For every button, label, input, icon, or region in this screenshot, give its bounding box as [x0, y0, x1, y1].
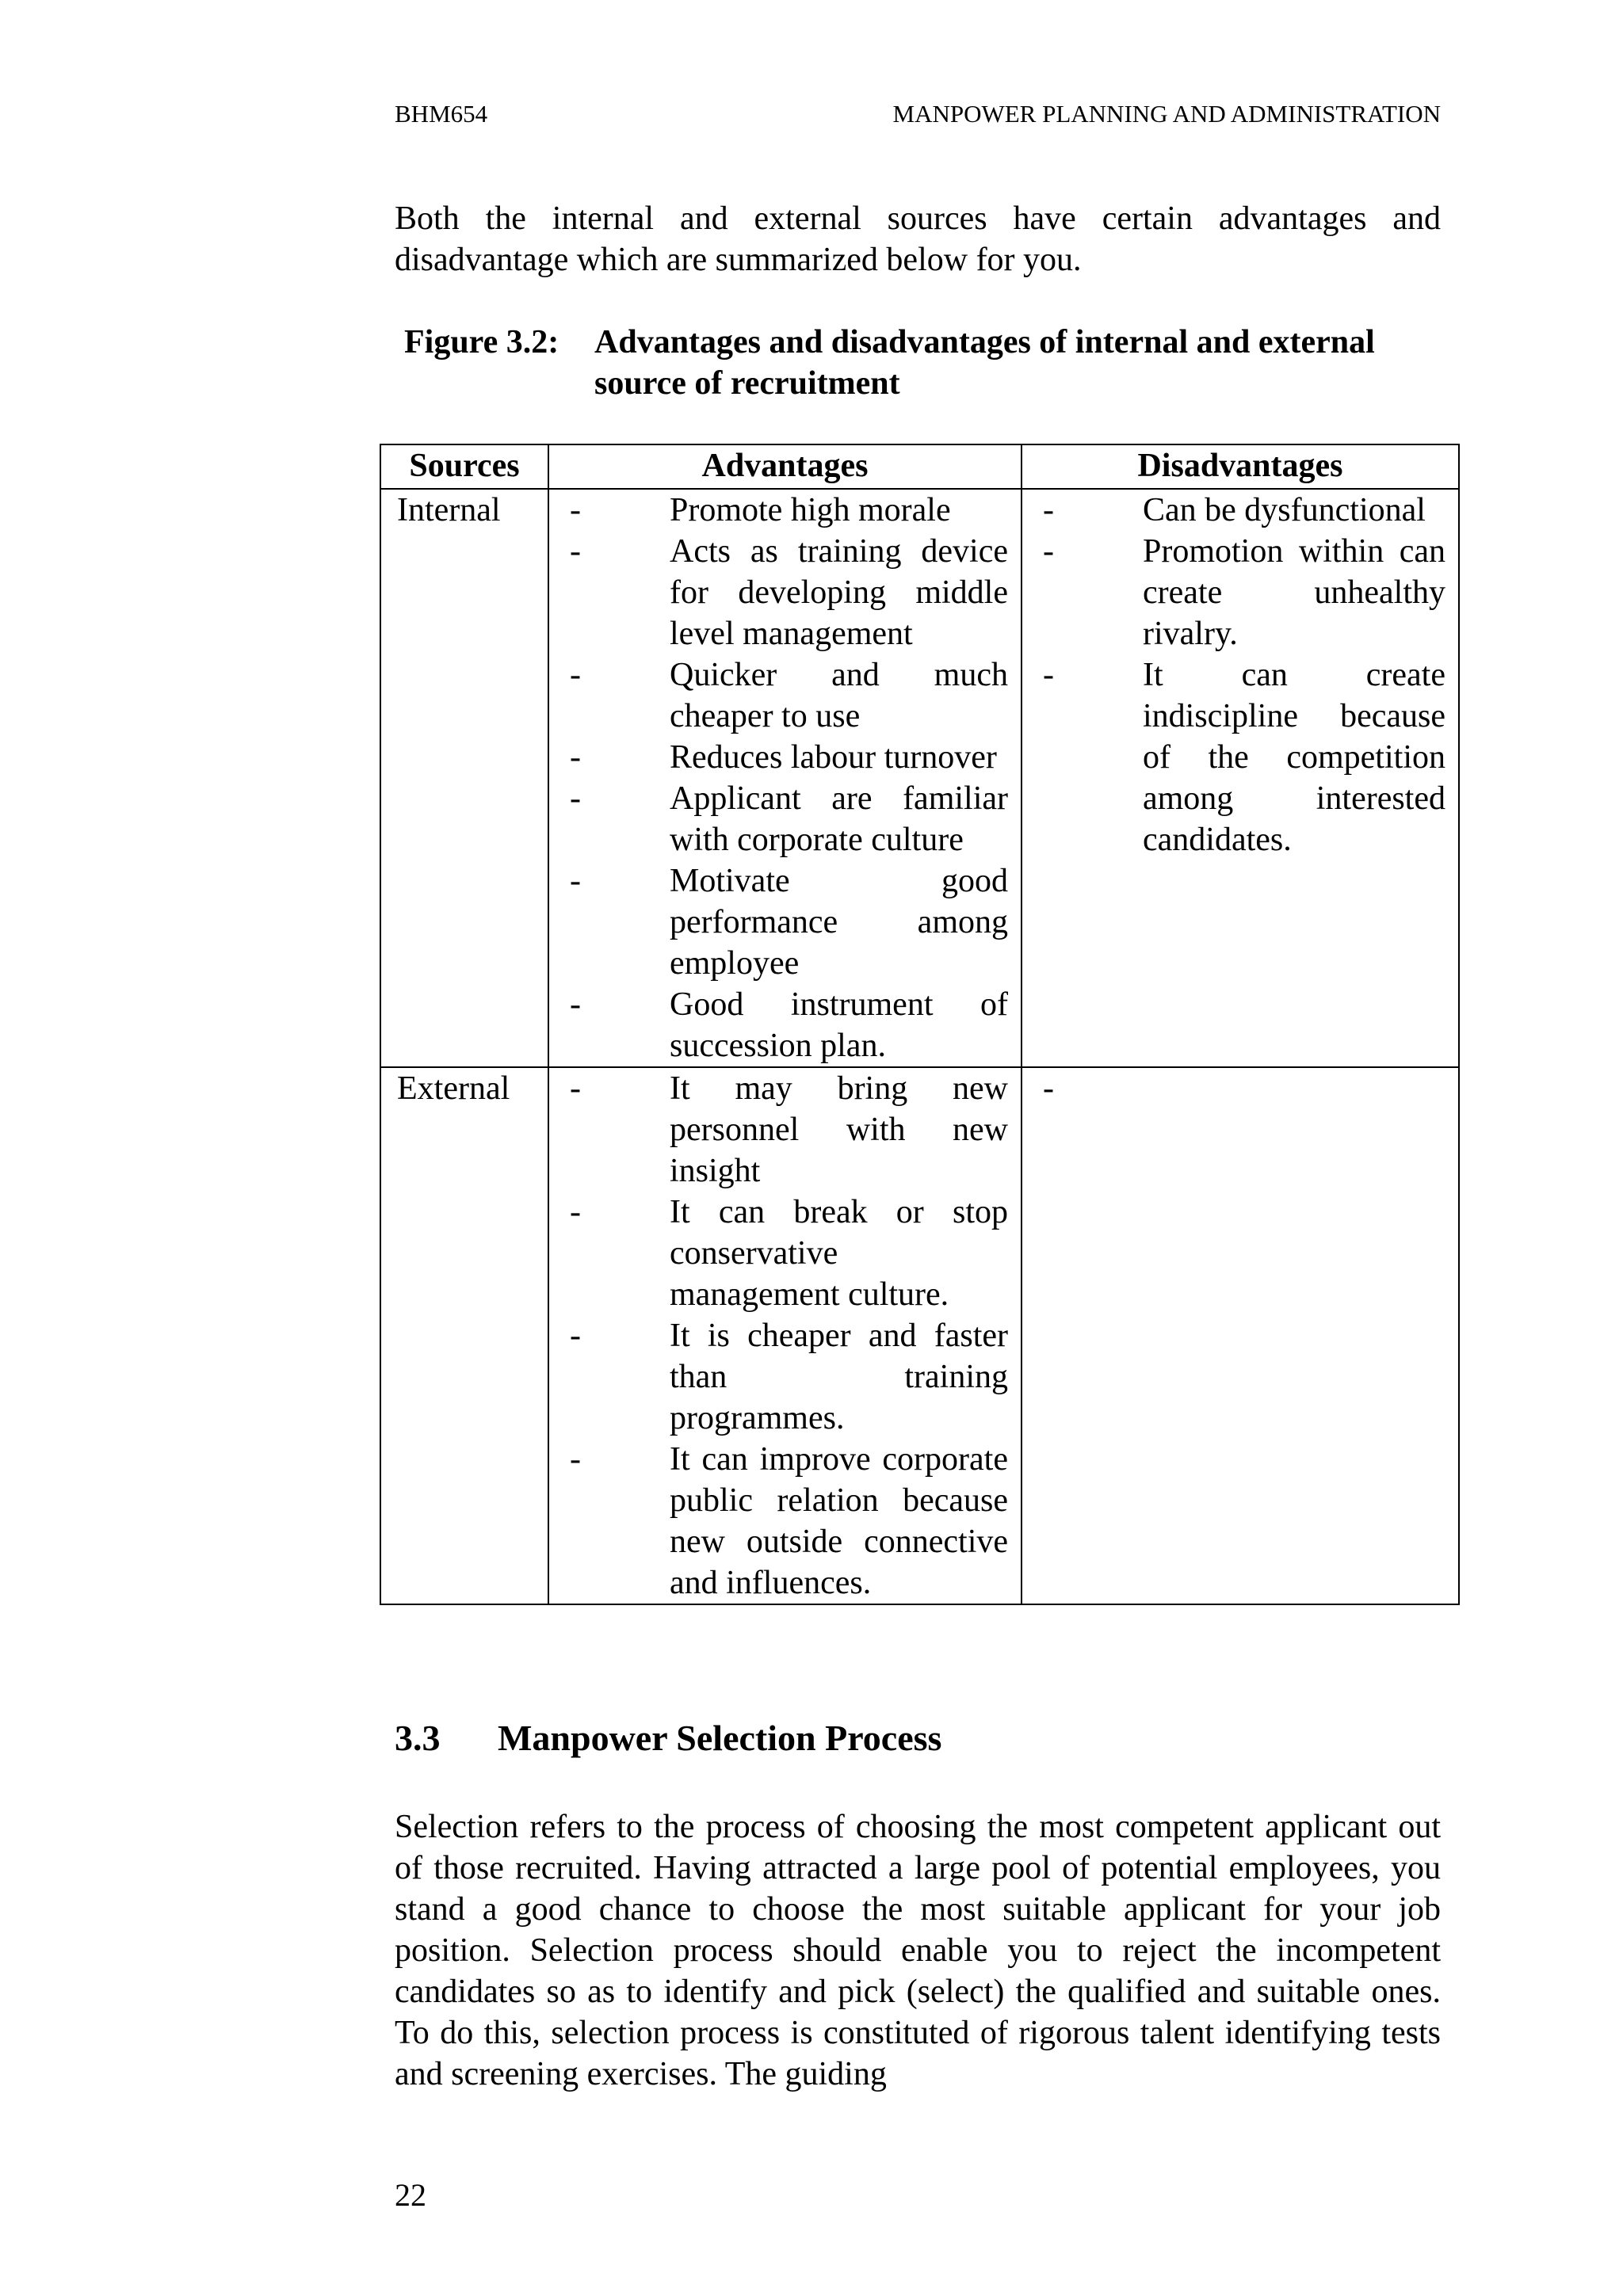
intro-paragraph: Both the internal and external sources have certain advantages and disadvantage which are summarized below for you.: [395, 200, 1441, 278]
list-item: [570, 984, 1008, 1066]
body-paragraph: Selection refers to the process of choosing the most competent applicant out of those recruited. Having attracted a large pool of potential employees, you stand a good chance to choose the most suitable applicant for your job position. Selection process should enable you to reject the incompetent candidates so as to identify and pick (select) the qualified and suitable ones. To do this, selection process is constituted of rigorous talent identifying tests and screening exercises. The guiding: [395, 1809, 1441, 2092]
advantages-list: [549, 1068, 1021, 1604]
figure-title: Advantages and disadvantages of internal and external source of recruitment: [594, 324, 1375, 402]
section-title: Manpower Selection Process: [498, 1718, 942, 1758]
list-item: [570, 531, 1008, 654]
list-item: [570, 654, 1008, 737]
dash-marker: -: [570, 533, 581, 570]
figure-caption: [404, 322, 1442, 404]
table-row: [380, 489, 1459, 1067]
running-header: [395, 98, 1441, 130]
item-text: It may bring new personnel with new insight: [670, 1070, 1008, 1189]
dash-marker: -: [570, 657, 581, 693]
list-item: [570, 1068, 1008, 1192]
course-title: MANPOWER PLANNING AND ADMINISTRATION: [892, 100, 1441, 128]
item-text: Promotion within can create unhealthy rivalry.: [1143, 533, 1445, 652]
list-item: [1043, 1068, 1445, 1109]
disadvantages-list: [1022, 1068, 1458, 1109]
header-sources: Sources: [380, 444, 548, 489]
item-text: Promote high morale: [670, 492, 951, 528]
table-row: [380, 1067, 1459, 1604]
section-heading: [395, 1716, 941, 1760]
dash-marker: -: [570, 739, 581, 776]
list-item: [570, 1439, 1008, 1604]
section-number: 3.3: [395, 1718, 441, 1758]
dash-marker: -: [570, 1194, 581, 1230]
list-item: [1043, 490, 1445, 531]
table-header-row: [380, 444, 1459, 489]
list-item: [1043, 531, 1445, 654]
course-code: BHM654: [395, 100, 488, 128]
item-text: Can be dysfunctional: [1143, 492, 1426, 528]
item-text: Good instrument of succession plan.: [670, 986, 1008, 1064]
list-item: [570, 737, 1008, 778]
dash-marker: -: [1043, 533, 1054, 570]
dash-marker: -: [570, 492, 581, 528]
disadvantages-cell: [1022, 489, 1459, 1067]
advantages-list: [549, 490, 1021, 1066]
item-text: Reduces labour turnover: [670, 739, 997, 776]
advantages-table: [380, 444, 1460, 1605]
dash-marker: -: [1043, 657, 1054, 693]
source-cell: Internal: [380, 489, 548, 1067]
disadvantages-cell: [1022, 1067, 1459, 1604]
item-text: Motivate good performance among employee: [670, 863, 1008, 982]
dash-marker: -: [570, 1441, 581, 1478]
header-disadvantages: Disadvantages: [1022, 444, 1459, 489]
advantages-cell: [548, 1067, 1022, 1604]
dash-marker: -: [570, 1318, 581, 1354]
list-item: [570, 1192, 1008, 1315]
list-item: [570, 490, 1008, 531]
header-advantages: Advantages: [548, 444, 1022, 489]
list-item: [1043, 654, 1445, 860]
dash-marker: -: [570, 986, 581, 1023]
dash-marker: -: [1043, 492, 1054, 528]
dash-marker: -: [570, 1070, 581, 1107]
item-text: It is cheaper and faster than training programmes.: [670, 1318, 1008, 1436]
item-text: It can improve corporate public relation because new outside connective and influences.: [670, 1441, 1008, 1601]
list-item: [570, 860, 1008, 984]
item-text: Quicker and much cheaper to use: [670, 657, 1008, 734]
item-text: It can create indiscipline because of the competition among interested candidates.: [1143, 657, 1445, 858]
figure-label: Figure 3.2:: [404, 324, 559, 360]
dash-marker: -: [1043, 1070, 1054, 1107]
item-text: Acts as training device for developing middle level management: [670, 533, 1008, 652]
dash-marker: -: [570, 780, 581, 817]
page-number: 22: [395, 2177, 426, 2213]
list-item: [570, 1315, 1008, 1439]
list-item: [570, 778, 1008, 860]
item-text: It can break or stop conservative management culture.: [670, 1194, 1008, 1313]
dash-marker: -: [570, 863, 581, 899]
disadvantages-list: [1022, 490, 1458, 860]
advantages-cell: [548, 489, 1022, 1067]
source-cell: External: [380, 1067, 548, 1604]
item-text: Applicant are familiar with corporate culture: [670, 780, 1008, 858]
item-text: [1143, 1068, 1445, 1109]
